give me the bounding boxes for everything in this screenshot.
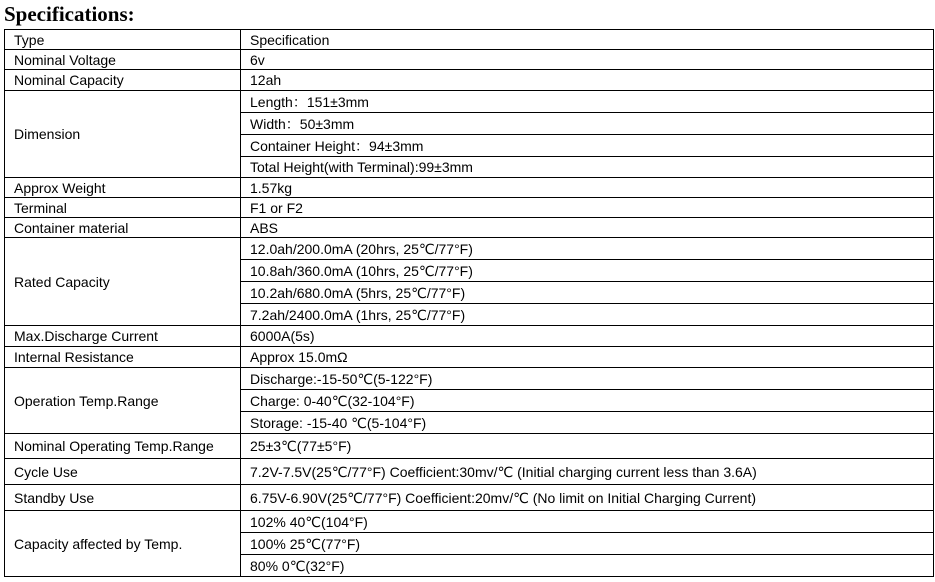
row-value: 6v bbox=[241, 50, 934, 70]
row-label: Operation Temp.Range bbox=[5, 368, 241, 434]
table-row bbox=[5, 326, 934, 347]
row-value: Approx 15.0mΩ bbox=[241, 347, 934, 368]
row-label: Internal Resistance bbox=[5, 347, 241, 368]
row-value: 7.2V-7.5V(25℃/77°F) Coefficient:30mv/℃ (Initial charging current less than 3.6A) bbox=[241, 459, 934, 485]
row-value: Charge: 0-40℃(32-104°F) bbox=[241, 390, 934, 412]
row-label: Terminal bbox=[5, 198, 241, 218]
table-row bbox=[5, 485, 934, 511]
row-value: Storage: -15-40 ℃(5-104°F) bbox=[241, 412, 934, 434]
header-specification: Specification bbox=[241, 30, 934, 50]
row-value: 10.8ah/360.0mA (10hrs, 25℃/77°F) bbox=[241, 260, 934, 282]
row-value: Container Height：94±3mm bbox=[241, 135, 934, 157]
table-row bbox=[5, 178, 934, 198]
row-value: 6.75V-6.90V(25℃/77°F) Coefficient:20mv/℃ (No limit on Initial Charging Current) bbox=[241, 485, 934, 511]
table-row bbox=[5, 368, 934, 390]
specifications-table bbox=[4, 29, 934, 577]
table-row bbox=[5, 50, 934, 70]
row-value: Total Height(with Terminal):99±3mm bbox=[241, 157, 934, 178]
row-value: Discharge:-15-50℃(5-122°F) bbox=[241, 368, 934, 390]
row-label: Nominal Operating Temp.Range bbox=[5, 434, 241, 459]
row-value: 80% 0℃(32°F) bbox=[241, 555, 934, 577]
row-value: 102% 40℃(104°F) bbox=[241, 511, 934, 533]
row-value: ABS bbox=[241, 218, 934, 238]
page-title: Specifications: bbox=[4, 2, 135, 26]
table-row bbox=[5, 218, 934, 238]
row-label: Nominal Capacity bbox=[5, 70, 241, 91]
header-type: Type bbox=[5, 30, 241, 50]
row-value: F1 or F2 bbox=[241, 198, 934, 218]
row-value: Width：50±3mm bbox=[241, 113, 934, 135]
row-value: 12.0ah/200.0mA (20hrs, 25℃/77°F) bbox=[241, 238, 934, 260]
row-value: 1.57kg bbox=[241, 178, 934, 198]
row-label: Rated Capacity bbox=[5, 238, 241, 326]
row-label: Nominal Voltage bbox=[5, 50, 241, 70]
table-row bbox=[5, 347, 934, 368]
row-value: 25±3℃(77±5°F) bbox=[241, 434, 934, 459]
row-value: 7.2ah/2400.0mA (1hrs, 25℃/77°F) bbox=[241, 304, 934, 326]
row-label: Max.Discharge Current bbox=[5, 326, 241, 347]
table-header-row bbox=[5, 30, 934, 50]
row-value: 6000A(5s) bbox=[241, 326, 934, 347]
row-value: 10.2ah/680.0mA (5hrs, 25℃/77°F) bbox=[241, 282, 934, 304]
row-value: 100% 25℃(77°F) bbox=[241, 533, 934, 555]
table-row bbox=[5, 238, 934, 260]
row-label: Capacity affected by Temp. bbox=[5, 511, 241, 577]
table-row bbox=[5, 434, 934, 459]
row-value: 12ah bbox=[241, 70, 934, 91]
row-label: Approx Weight bbox=[5, 178, 241, 198]
table-row bbox=[5, 91, 934, 113]
row-value: Length：151±3mm bbox=[241, 91, 934, 113]
row-label: Cycle Use bbox=[5, 459, 241, 485]
table-row bbox=[5, 198, 934, 218]
table-row bbox=[5, 511, 934, 533]
row-label: Container material bbox=[5, 218, 241, 238]
row-label: Dimension bbox=[5, 91, 241, 178]
table-row bbox=[5, 70, 934, 91]
row-label: Standby Use bbox=[5, 485, 241, 511]
table-row bbox=[5, 459, 934, 485]
